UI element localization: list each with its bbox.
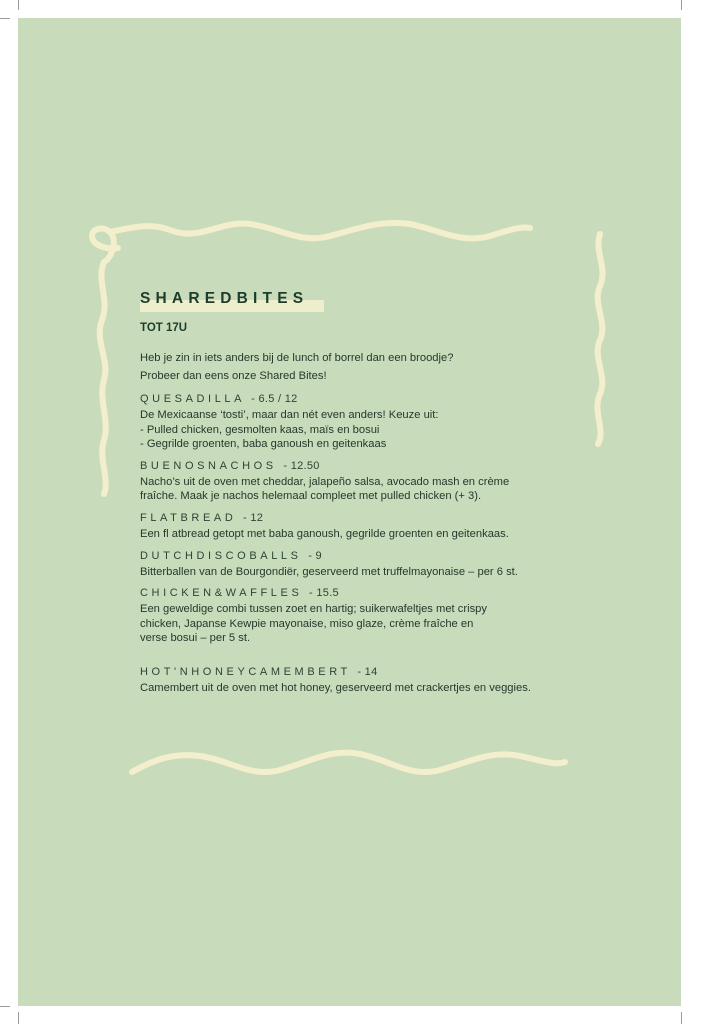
menu-item-heading <box>140 587 610 599</box>
page-title: SHAREDBITES <box>140 290 309 307</box>
intro-line: Probeer dan eens onze Shared Bites! <box>140 370 327 382</box>
menu-item-description: Camembert uit de oven met hot honey, geserveerd met crackertjes en veggies. <box>140 681 531 694</box>
menu-item-description: Een fl atbread getopt met baba ganoush, gegrilde groenten en geitenkaas. <box>140 527 509 540</box>
menu-item-heading <box>140 550 610 562</box>
menu-item-description: Een geweldige combi tussen zoet en hartig; suikerwafeltjes met crispy chicken, Japanse Kewpie mayonaise, miso glaze, crème fraîche en verse bosui – per 5 st. <box>140 603 487 645</box>
menu-item-buenos-nachos <box>140 460 610 504</box>
menu-item-name: BUENOSNACHOS <box>140 459 277 472</box>
intro-line: Heb je zin in iets anders bij de lunch of borrel dan een broodje? <box>140 352 454 364</box>
menu-item-heading <box>140 460 610 472</box>
menu-content <box>140 290 610 696</box>
menu-item-heading <box>140 666 610 678</box>
crop-mark <box>18 0 19 10</box>
menu-item-hot-n-honey-camembert <box>140 666 610 696</box>
menu-item-description: De Mexicaanse ‘tosti’, maar dan nét even anders! Keuze uit: - Pulled chicken, gesmolten kaas, maïs en bosui - Gegrilde groenten, baba ganoush en geitenkaas <box>140 409 439 451</box>
menu-item-heading <box>140 512 610 524</box>
menu-item-quesadilla <box>140 393 610 452</box>
menu-item-price: - 6.5 / 12 <box>251 393 298 405</box>
page-subtitle: TOT 17U <box>140 322 188 334</box>
intro-text <box>140 349 610 385</box>
menu-item-flatbread <box>140 512 610 542</box>
menu-item-heading <box>140 393 610 405</box>
crop-mark <box>681 0 682 10</box>
crop-mark <box>18 1012 19 1024</box>
menu-item-name: DUTCHDISCOBALLS <box>140 549 302 562</box>
menu-item-name: CHICKEN&WAFFLES <box>140 587 303 600</box>
menu-item-name: FLATBREAD <box>140 511 237 524</box>
menu-item-description: Nacho’s uit de oven met cheddar, jalapeño salsa, avocado mash en crème fraîche. Maak je nachos helemaal compleet met pulled chicken (+ 3). <box>140 475 510 503</box>
menu-item-name: QUESADILLA <box>140 393 245 405</box>
menu-item-price: - 9 <box>308 549 322 562</box>
menu-item-price: - 14 <box>357 665 378 678</box>
menu-item-price: - 15.5 <box>309 587 339 600</box>
crop-mark <box>0 18 10 19</box>
title-block <box>140 290 610 312</box>
menu-item-price: - 12.50 <box>283 459 320 472</box>
menu-item-dutch-disco-balls <box>140 550 610 580</box>
menu-item-name: HOT'NHONEYCAMEMBERT <box>140 665 351 678</box>
crop-mark <box>0 1006 10 1007</box>
crop-mark <box>681 1012 682 1024</box>
menu-item-price: - 12 <box>243 511 264 524</box>
menu-item-description: Bitterballen van de Bourgondiër, geserveerd met truffelmayonaise – per 6 st. <box>140 565 518 578</box>
menu-item-chicken-waffles <box>140 587 610 646</box>
